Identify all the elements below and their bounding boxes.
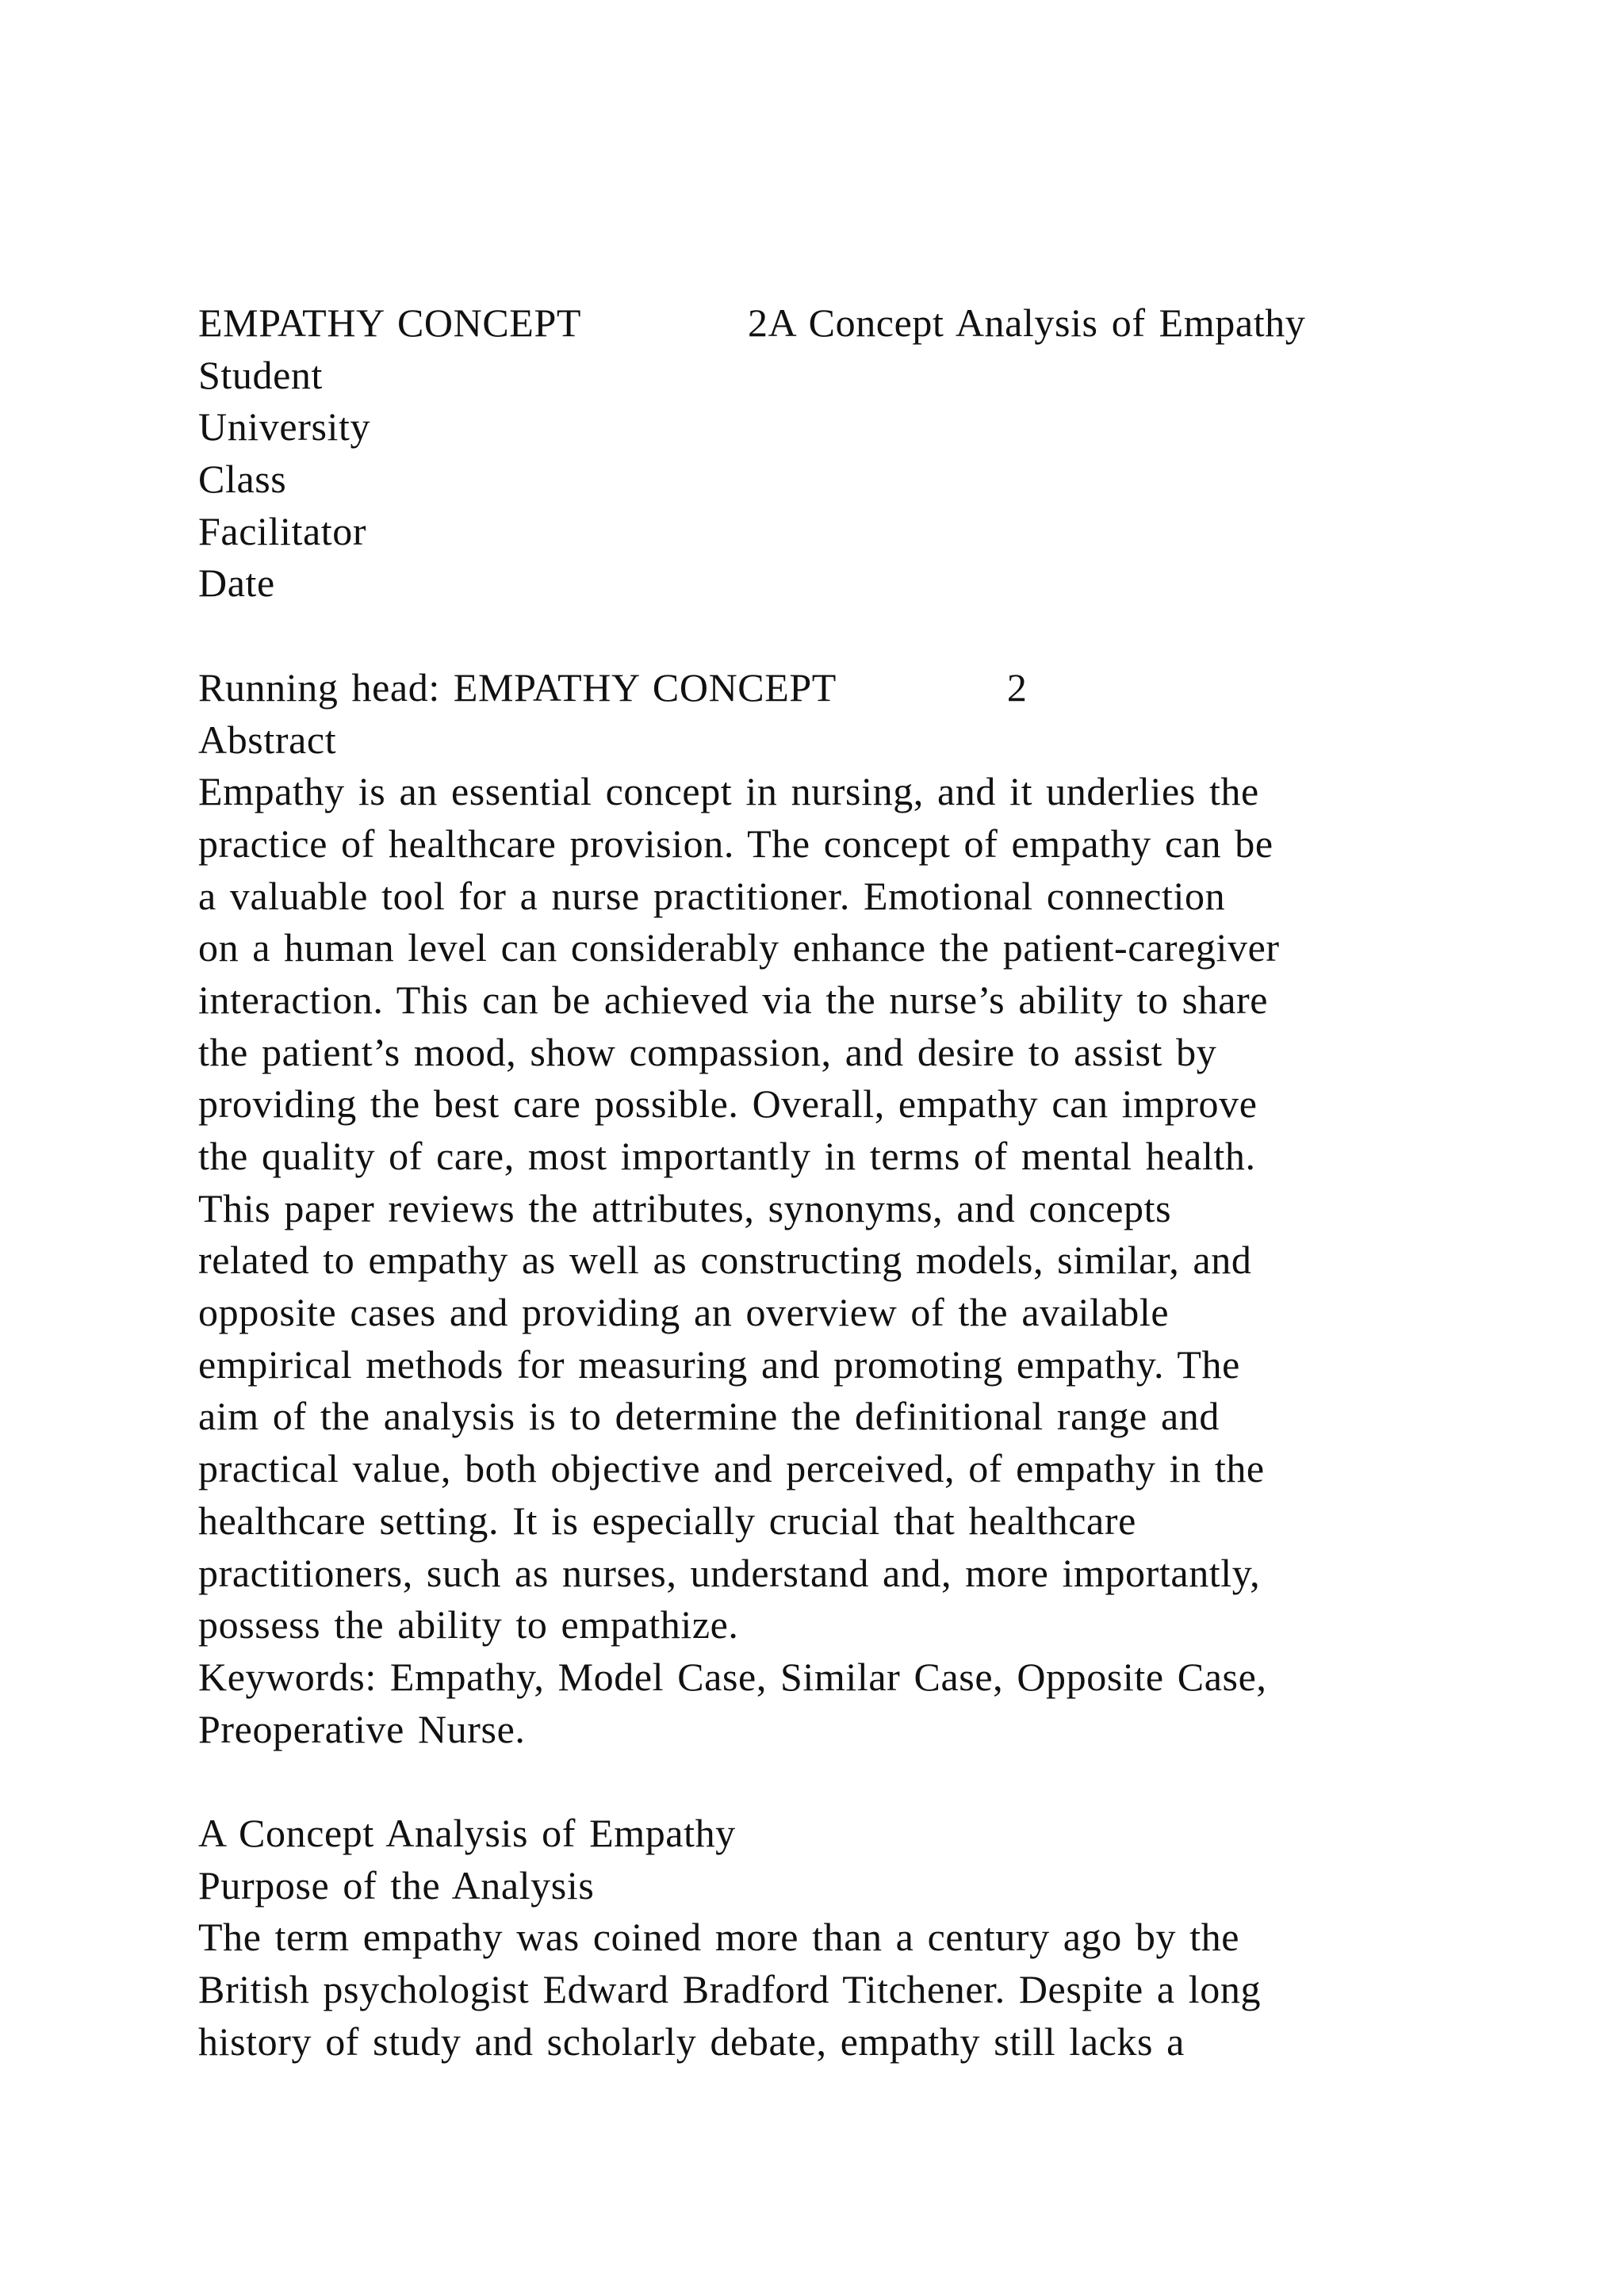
title-page-date: Date <box>198 561 275 606</box>
abstract-line: providing the best care possible. Overall, empathy can improve <box>198 1081 1258 1127</box>
abstract-line: the quality of care, most importantly in terms of mental health. <box>198 1134 1256 1178</box>
section-subheading: Purpose of the Analysis <box>198 1862 595 1908</box>
abstract-line: practice of healthcare provision. The concept of empathy can be <box>198 821 1274 866</box>
section-line: British psychologist Edward Bradford Titchener. Despite a long <box>198 1967 1262 2011</box>
abstract-line: on a human level can considerably enhance the patient-caregiver <box>198 925 1280 970</box>
keywords-line: Keywords: Empathy, Model Case, Similar Case, Opposite Case, <box>198 1654 1267 1699</box>
abstract-heading: Abstract <box>198 717 337 762</box>
header-line <box>198 297 1483 350</box>
running-head-label: Running head: EMPATHY CONCEPT <box>198 664 837 710</box>
running-head-line <box>198 662 1483 714</box>
title-page-class: Class <box>198 457 287 502</box>
blank-line <box>198 1755 1483 1808</box>
abstract-line: practitioners, such as nurses, understand and, more importantly, <box>198 1550 1261 1595</box>
section-line: history of study and scholarly debate, empathy still lacks a <box>198 2019 1185 2064</box>
page-number: 2 <box>1006 664 1028 710</box>
abstract-line: healthcare setting. It is especially crucial that healthcare <box>198 1498 1136 1543</box>
title-page-university: University <box>198 404 371 450</box>
section-title: A Concept Analysis of Empathy <box>198 1810 736 1855</box>
abstract-line: possess the ability to empathize. <box>198 1602 739 1647</box>
abstract-line: related to empathy as well as constructing models, similar, and <box>198 1238 1252 1283</box>
keywords-line: Preoperative Nurse. <box>198 1706 526 1751</box>
abstract-line: opposite cases and providing an overview of the available <box>198 1290 1170 1335</box>
abstract-line: practical value, both objective and perceived, of empathy in the <box>198 1446 1265 1491</box>
header-right: 2A Concept Analysis of Empathy <box>748 300 1306 345</box>
abstract-line: the patient’s mood, show compassion, and desire to assist by <box>198 1029 1217 1074</box>
title-page-student: Student <box>198 352 323 397</box>
abstract-line: empirical methods for measuring and promoting empathy. The <box>198 1341 1240 1387</box>
abstract-line: This paper reviews the attributes, synonyms, and concepts <box>198 1185 1172 1230</box>
abstract-line: aim of the analysis is to determine the definitional range and <box>198 1394 1220 1439</box>
abstract-line: a valuable tool for a nurse practitioner. Emotional connection <box>198 873 1226 918</box>
abstract-line: Empathy is an essential concept in nursing, and it underlies the <box>198 769 1259 814</box>
header-left: EMPATHY CONCEPT <box>198 300 581 345</box>
section-line: The term empathy was coined more than a century ago by the <box>198 1915 1240 1960</box>
document-body <box>198 297 1483 2068</box>
abstract-line: interaction. This can be achieved via the nurse’s ability to share <box>198 977 1269 1022</box>
title-page-facilitator: Facilitator <box>198 508 367 553</box>
blank-line <box>198 610 1483 662</box>
